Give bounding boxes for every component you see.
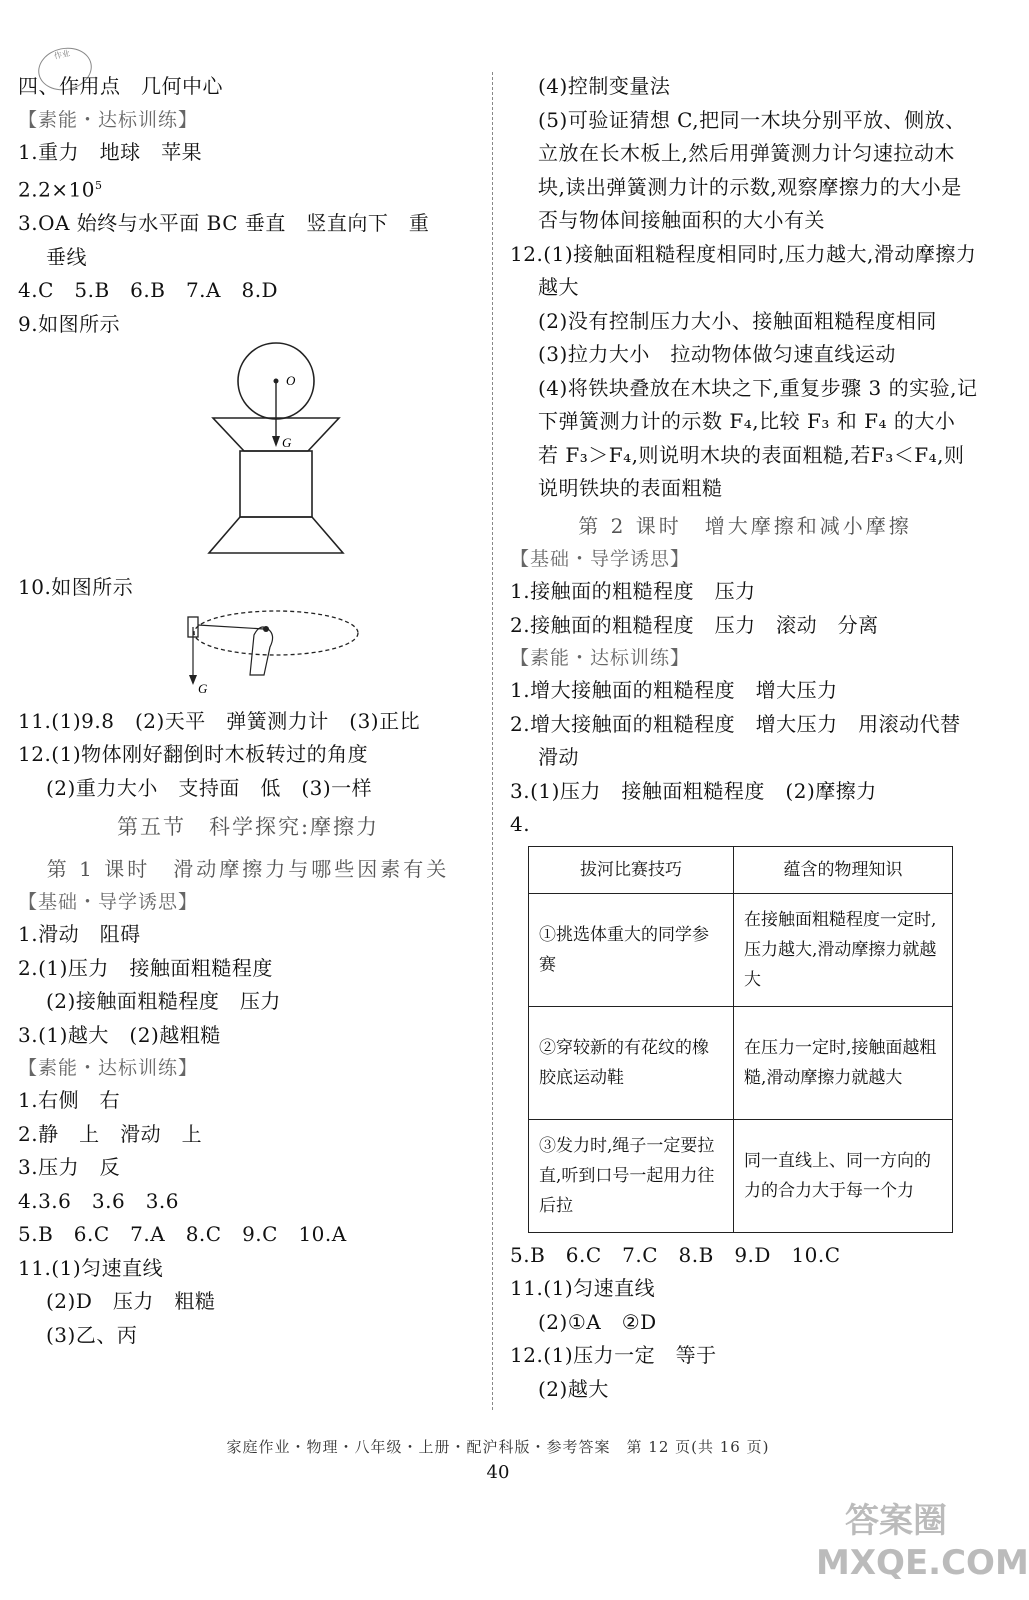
table-row xyxy=(529,893,953,1006)
label-g: G xyxy=(198,680,208,696)
table-row xyxy=(529,1119,953,1232)
answer-line: (2)①A ②D xyxy=(538,1309,657,1334)
section-label: 【素能・达标训练】 xyxy=(510,647,691,669)
answer-line: 4. xyxy=(510,812,531,836)
answer-line xyxy=(18,169,478,207)
answer-line: 1.增大接触面的粗糙程度 增大压力 xyxy=(510,678,838,702)
figure-10-circular-motion-diagram xyxy=(18,605,478,705)
column-divider xyxy=(492,72,493,1410)
answer-2-exponent: 5 xyxy=(95,179,103,192)
table-cell: ③发力时,绳子一定要拉直,听到口号一起用力往后拉 xyxy=(529,1119,734,1232)
left-column xyxy=(18,70,478,1352)
table-cell: 在压力一定时,接触面越粗糙,滑动摩擦力就越大 xyxy=(733,1006,952,1119)
answer-line: 9.如图所示 xyxy=(18,311,121,336)
answer-line: 11.(1)匀速直线 xyxy=(18,1255,164,1280)
right-column xyxy=(510,70,980,1406)
answer-line: 四、作用点 几何中心 xyxy=(18,74,223,98)
answer-line: 4.3.6 3.6 3.6 xyxy=(18,1188,180,1213)
answer-line: 1.重力 地球 苹果 xyxy=(18,139,203,164)
answer-line: 12.(1)物体刚好翻倒时木板转过的角度 xyxy=(18,742,369,767)
answer-line: 5.B 6.C 7.C 8.B 9.D 10.C xyxy=(510,1242,841,1267)
table-row xyxy=(529,1006,953,1119)
page-number: 40 xyxy=(486,1462,510,1483)
answer-line: 1.滑动 阻碍 xyxy=(18,922,141,947)
lesson-title: 第 1 课时 滑动摩擦力与哪些因素有关 xyxy=(46,856,450,881)
answer-line: 11.(1)9.8 (2)天平 弹簧测力计 (3)正比 xyxy=(18,708,421,733)
stamp: 作业 xyxy=(34,43,96,95)
answer-line: (2)越大 xyxy=(538,1376,609,1401)
answer-paragraph: 12.(1)接触面粗糙程度相同时,压力越大,滑动摩擦力越大 xyxy=(510,241,977,299)
answer-line: 11.(1)匀速直线 xyxy=(510,1276,656,1300)
answer-line: 4.C 5.B 6.B 7.A 8.D xyxy=(18,278,279,303)
lesson-title: 第 2 课时 增大摩擦和减小摩擦 xyxy=(578,513,912,538)
table-cell: ②穿较新的有花纹的橡胶底运动鞋 xyxy=(529,1006,734,1119)
table-cell: 在接触面粗糙程度一定时,压力越大,滑动摩擦力就越大 xyxy=(733,893,952,1006)
answer-line: (3)乙、丙 xyxy=(46,1322,138,1347)
label-o: O xyxy=(286,373,296,389)
answer-line: (2)没有控制压力大小、接触面粗糙程度相同 xyxy=(538,308,937,333)
section-label: 【素能・达标训练】 xyxy=(18,1057,199,1080)
answer-line: 5.B 6.C 7.A 8.C 9.C 10.A xyxy=(18,1222,347,1247)
section-title: 第五节 科学探究:摩擦力 xyxy=(116,815,380,840)
section-label: 【基础・导学诱思】 xyxy=(510,548,691,570)
answer-line: (3)拉力大小 拉动物体做匀速直线运动 xyxy=(538,342,896,366)
section-label: 【素能・达标训练】 xyxy=(18,108,199,131)
table-cell: ①挑选体重大的同学参赛 xyxy=(529,893,734,1006)
answer-line: (4)控制变量法 xyxy=(538,74,671,98)
answer-line: 3.OA 始终与水平面 BC 垂直 竖直向下 重 xyxy=(18,211,430,236)
answer-line: (2)重力大小 支持面 低 (3)一样 xyxy=(46,775,373,800)
answer-line: 10.如图所示 xyxy=(18,575,134,600)
table-header: 拔河比赛技巧 xyxy=(529,846,734,893)
figure-9-gravity-diagram xyxy=(18,341,478,571)
table-cell: 同一直线上、同一方向的力的合力大于每一个力 xyxy=(733,1119,952,1232)
answer-line: (2)D 压力 粗糙 xyxy=(46,1289,216,1314)
answer-line: 2.(1)压力 接触面粗糙程度 xyxy=(18,955,273,980)
answer-line: 12.(1)压力一定 等于 xyxy=(510,1343,717,1367)
answer-line: 1.接触面的粗糙程度 压力 xyxy=(510,579,756,603)
answer-line: (2)接触面粗糙程度 压力 xyxy=(46,989,281,1014)
answer-line: 3.(1)压力 接触面粗糙程度 (2)摩擦力 xyxy=(510,778,877,803)
answer-line: 3.(1)越大 (2)越粗糙 xyxy=(18,1022,221,1047)
answer-line: 垂线 xyxy=(46,244,87,269)
answer-paragraph: (4)将铁块叠放在木块之下,重复步骤 3 的实验,记下弹簧测力计的示数 F₄,比较 F₃ 和 F₄ 的大小 若 F₃＞F₄,则说明木块的表面粗糙,若F₃＜F₄,则说明铁块的表面粗糙 xyxy=(538,375,978,500)
answer-line: 3.压力 反 xyxy=(18,1155,121,1180)
watermark-logo: 答案圈 MXQE.COM xyxy=(816,1501,1029,1583)
answer-table xyxy=(528,846,953,1233)
page-footer: 家庭作业・物理・八年级・上册・配沪科版・参考答案 第 12 页(共 16 页) xyxy=(226,1438,770,1456)
table-header: 蕴含的物理知识 xyxy=(733,846,952,893)
answer-line: 1.右侧 右 xyxy=(18,1088,121,1113)
answer-line: 2.静 上 滑动 上 xyxy=(18,1121,203,1146)
answer-paragraph: 2.增大接触面的粗糙程度 增大压力 用滚动代替滑动 xyxy=(510,711,961,769)
answer-2-base: 2.2×10 xyxy=(18,177,96,202)
answer-paragraph: (5)可验证猜想 C,把同一木块分别平放、侧放、立放在长木板上,然后用弹簧测力计匀速拉动木块,读出弹簧测力计的示数,观察摩擦力的大小是否与物体间接触面积的大小有关 xyxy=(538,107,966,232)
section-label: 【基础・导学诱思】 xyxy=(18,891,199,914)
label-g: G xyxy=(282,435,292,451)
answer-line: 2.接触面的粗糙程度 压力 滚动 分离 xyxy=(510,612,879,637)
table-header-row xyxy=(529,846,953,893)
